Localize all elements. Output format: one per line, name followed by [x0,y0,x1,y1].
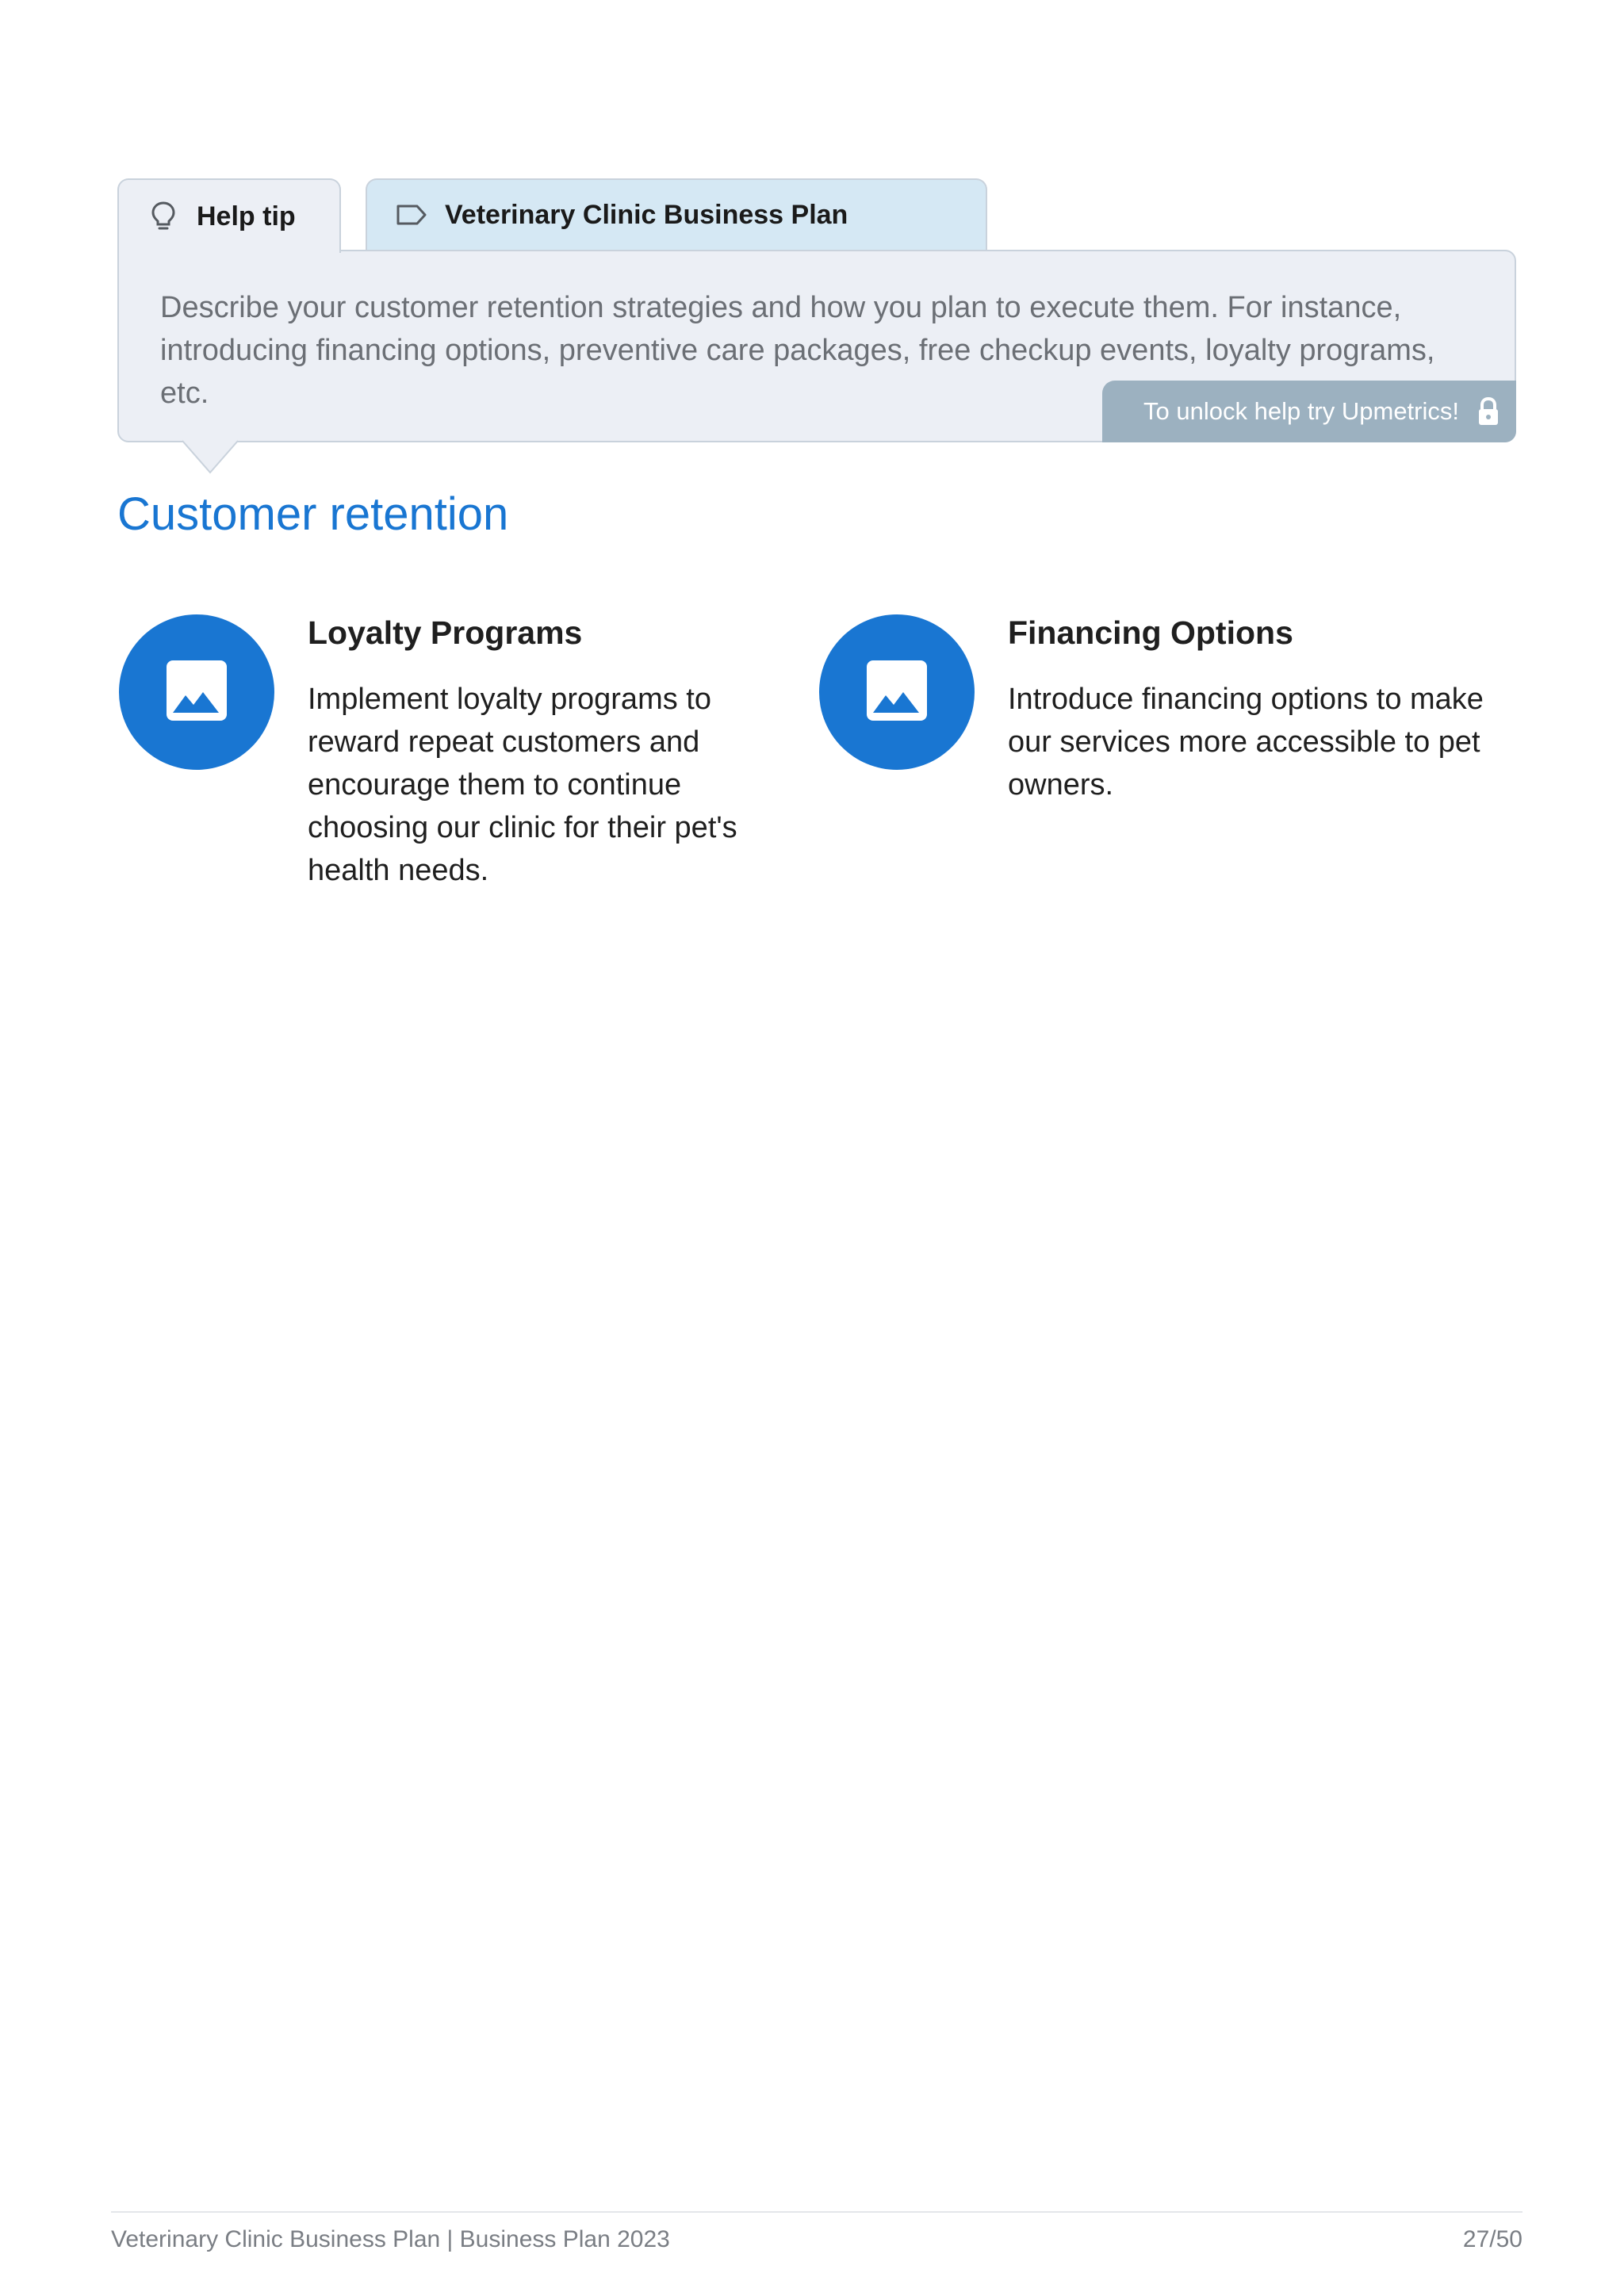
unlock-text: To unlock help try Upmetrics! [1143,397,1459,425]
tag-icon [396,199,427,231]
unlock-banner[interactable] [1102,381,1516,442]
tab-help-tip[interactable] [117,178,341,253]
lightbulb-icon [147,201,179,232]
feature-icon-circle [119,614,274,770]
feature-title: Financing Options [1008,614,1293,651]
footer-document-title: Veterinary Clinic Business Plan | Business Plan 2023 [111,2226,670,2252]
plan-tab-label: Veterinary Clinic Business Plan [445,199,848,230]
help-tip-box [117,250,1516,442]
footer-page-number: 27/50 [1462,2226,1522,2252]
image-icon [865,659,929,726]
feature-description: Introduce financing options to make our services more accessible to pet owners. [1008,683,1484,802]
tip-pointer [182,441,238,476]
image-icon [165,659,228,726]
help-tab-label: Help tip [197,201,296,232]
feature-description: Implement loyalty programs to reward repeat customers and encourage them to continue choosing our clinic for their pet's health needs. [308,683,737,887]
lock-icon [1475,396,1502,427]
footer-divider [111,2211,1522,2213]
tab-business-plan[interactable] [366,178,987,250]
feature-icon-circle [819,614,975,770]
section-title: Customer retention [117,488,509,540]
help-tip-text: Describe your customer retention strategies and how you plan to execute them. For instance, introducing financing options, preventive care packages, free checkup events, loyalty programs, etc. [160,291,1435,410]
feature-title: Loyalty Programs [308,614,583,651]
